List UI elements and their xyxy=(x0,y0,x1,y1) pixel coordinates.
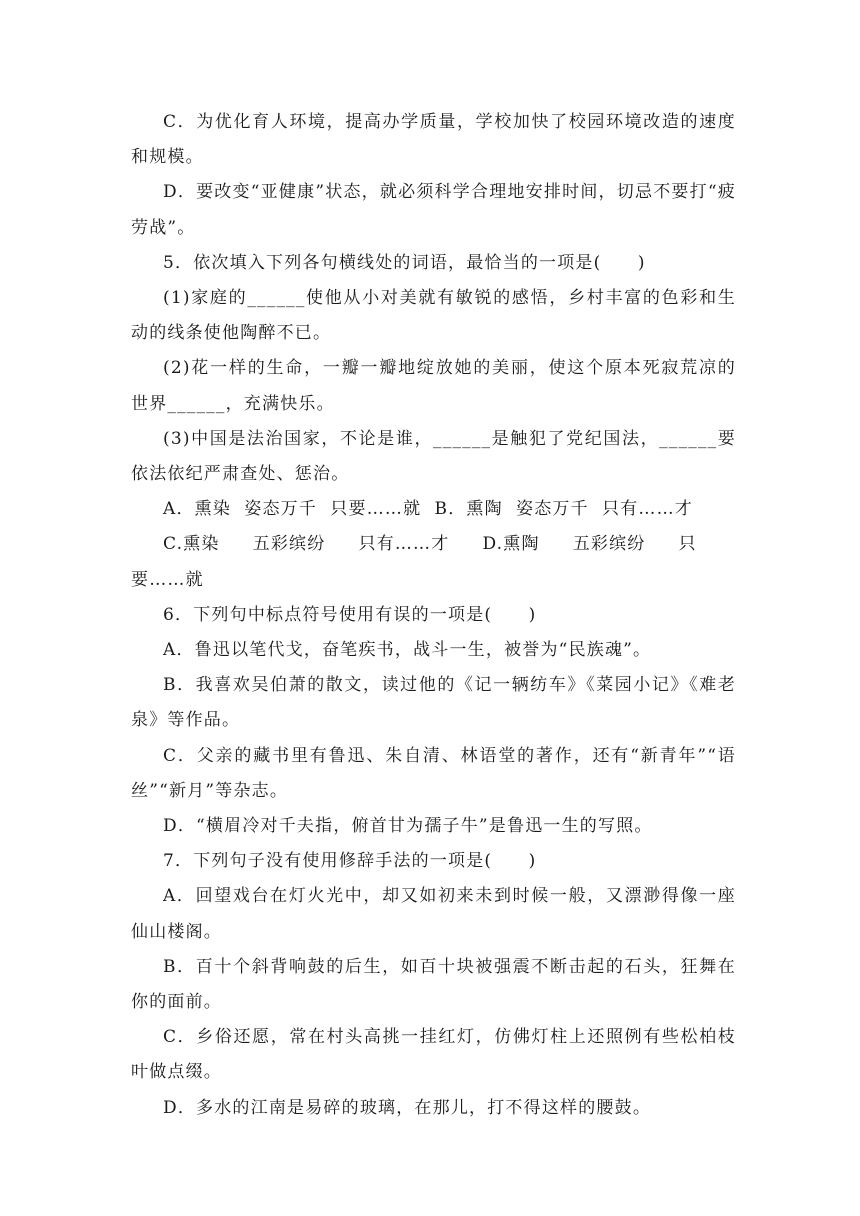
option-a-q7: A．回望戏台在灯火光中，却又如初来未到时候一般，又漂渺得像一座仙山楼阁。 xyxy=(131,886,736,942)
document-body xyxy=(131,105,736,1126)
question-7-stem: 7．下列句子没有使用修辞手法的一项是( ) xyxy=(163,851,537,872)
option-d-q7: D．多水的江南是易碎的玻璃，在那儿，打不得这样的腰鼓。 xyxy=(163,1097,652,1118)
question-5-sentence-1: (1)家庭的______使他从小对美就有敏锐的感悟，乡村丰富的色彩和生动的线条使他陶醉不已。 xyxy=(131,288,736,344)
option-b-q7: B．百十个斜背响鼓的后生，如百十块被强震不断击起的石头，狂舞在你的面前。 xyxy=(131,956,736,1013)
option-d-q4: D．要改变“亚健康”状态，就必须科学合理地安排时间，切忌不要打“疲劳战”。 xyxy=(131,182,736,238)
question-6-stem: 6．下列句中标点符号使用有误的一项是( ) xyxy=(163,604,537,625)
question-5-sentence-2: (2)花一样的生命，一瓣一瓣地绽放她的美丽，使这个原本死寂荒凉的世界______，充满快乐。 xyxy=(131,358,736,414)
question-5-options-ab: A．熏染 姿态万千 只要……就 B．熏陶 姿态万千 只有……才 xyxy=(163,499,694,520)
option-c-q6: C．父亲的藏书里有鲁迅、朱自清、林语堂的著作，还有“新青年”“语丝”“新月”等杂志。 xyxy=(131,745,736,801)
option-a-q6: A．鲁迅以笔代戈，奋笔疾书，战斗一生，被誉为“民族魂”。 xyxy=(163,640,652,661)
option-c-q4: C．为优化育人环境，提高办学质量，学校加快了校园环境改造的速度和规模。 xyxy=(131,112,736,168)
option-c-q7: C．乡俗还愿，常在村头高挑一挂红灯，仿佛灯柱上还照例有些松柏枝叶做点缀。 xyxy=(131,1027,736,1083)
option-b-q6: B．我喜欢吴伯萧的散文，读过他的《记一辆纺车》《菜园小记》《难老泉》等作品。 xyxy=(131,675,736,731)
question-5-sentence-3: (3)中国是法治国家，不论是谁，______是触犯了党纪国法，______要依法依纪严肃查处、惩治。 xyxy=(131,428,736,485)
option-d-q6: D．“横眉冷对千夫指，俯首甘为孺子牛”是鲁迅一生的写照。 xyxy=(163,816,653,837)
question-5-options-cd: C.熏染 五彩缤纷 只有……才 D.熏陶 五彩缤纷 只要……就 xyxy=(131,534,697,590)
question-5-stem: 5．依次填入下列各句横线处的词语，最恰当的一项是( ) xyxy=(163,252,646,273)
